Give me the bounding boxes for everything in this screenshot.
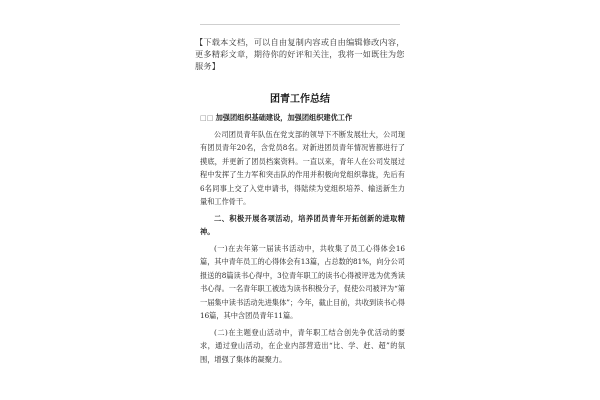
section-2-heading: 二、积极开展各项活动，培养团员青年开拓创新的进取精神。 [200,213,405,236]
section-1-heading-text: 加强团组织基础建设，加强团组织建优工作 [215,113,353,122]
document-title: 团青工作总结 [270,94,330,105]
document-body [200,111,405,369]
section-1-paragraph: 公司团员青年队伍在党支部的领导下不断发展壮大，公司现有团员青年20名，含党员8名。对新进团员青年情况皆都进行了摸底，并更新了团员档案资料。一直以来，青年人在公司发展过程中发挥了生力军和突击队的作用并积极向党组织靠拢，先后有6名同事上交了入党申请书，得陆续为党组织培养、输送新生力量和工作骨干。 [200,129,405,206]
section-1-heading [200,111,405,125]
section-2-paragraph-1: (一)在去年第一届读书活动中，共收集了员工心得体会16篇，其中青年员工的心得体会有13篇，占总数的81%，向分公司报送的8篇读书心得中，3位青年职工的读书心得被评选为优秀读书心得。一名青年职工被选为读书积极分子，促使公司被评为“第一届集中读书活动先进集体”；今年，截止目前，共收到读书心得16篇，其中含团员青年11篇。 [200,243,405,320]
download-notice: 【下载本文档，可以自由复制内容或自由编辑修改内容，更多精彩文章，期待你的好评和关注，我将一如既往为您服务】 [195,37,405,71]
header-divider [200,24,400,25]
section-2-paragraph-2: (二)在主题登山活动中，青年职工结合创先争优活动的要求，通过登山活动，在企业内部营造出“比、学、赶、超”的氛围，增强了集体的凝聚力。 [200,327,405,364]
section-1-marker: □□ [200,113,214,122]
